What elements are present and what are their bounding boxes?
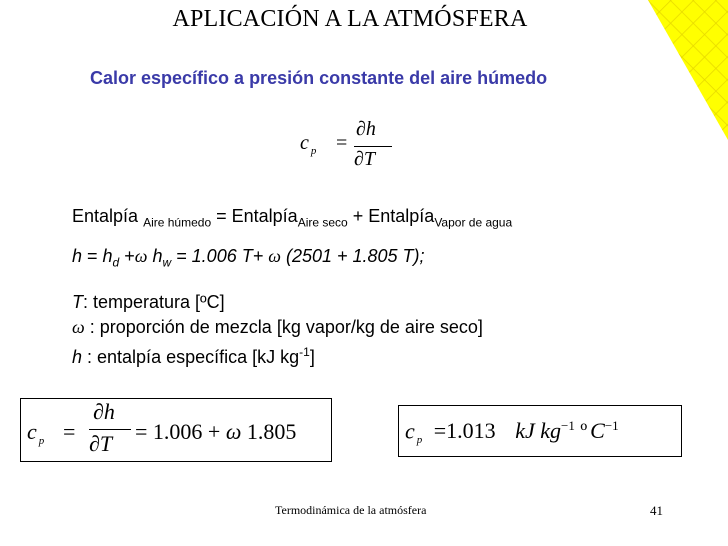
enthalpy-expression: = 1.006 T+ xyxy=(171,246,269,266)
definition-mixing-ratio xyxy=(72,315,483,340)
hd-subscript: d xyxy=(112,255,120,270)
definitions-block xyxy=(72,290,483,370)
cp-symbol: c xyxy=(405,418,415,444)
slide-subtitle: Calor específico a presión constante del aire húmedo xyxy=(90,68,548,88)
enthalpy-formula-line xyxy=(72,246,425,270)
plus-sign: + xyxy=(119,246,135,266)
t-symbol: T xyxy=(72,292,83,312)
formula-box-cp-derivative xyxy=(20,398,332,462)
sub-vapor-agua: Vapor de agua xyxy=(434,215,513,230)
hd-symbol: h xyxy=(102,246,113,266)
t-definition: : temperatura [ºC] xyxy=(83,292,225,312)
formula-cp-subscript: p xyxy=(310,145,317,157)
formula-cp-definition xyxy=(296,118,416,178)
cp-value: =1.013 xyxy=(433,418,496,444)
enthalpy-expression-tail: (2501 + 1.805 T); xyxy=(280,246,425,266)
enthalpy-sum-line xyxy=(72,206,512,230)
sub-aire-seco: Aire seco xyxy=(297,215,348,230)
cp-value-part: = 1.006 + xyxy=(135,419,226,444)
h-definition: : entalpía específica [kJ kg xyxy=(82,347,300,367)
enthalpy-word: Entalpía xyxy=(72,206,139,226)
formula-cp-symbol: c xyxy=(300,132,309,154)
equals-sign: = xyxy=(82,246,103,266)
cp-value-coefficient: 1.805 xyxy=(241,419,297,444)
plus-sign: + xyxy=(347,206,369,226)
omega-symbol: ω xyxy=(72,317,85,337)
h-definition-close: ] xyxy=(309,347,315,367)
equals-sign: = xyxy=(63,419,76,444)
h-symbol: h xyxy=(72,246,83,266)
equals-sign: = xyxy=(211,206,232,226)
hw-symbol: h xyxy=(147,246,163,266)
fraction-bar xyxy=(354,146,392,147)
degree-symbol: º xyxy=(574,418,588,444)
omega-symbol: ω xyxy=(225,419,242,444)
omega-symbol: ω xyxy=(134,246,148,266)
derivative-denominator: ∂T xyxy=(89,431,113,456)
enthalpy-word-3: Entalpía xyxy=(368,206,435,226)
hw-subscript: w xyxy=(162,255,172,270)
enthalpy-word-2: Entalpía xyxy=(231,206,298,226)
formula-denominator: ∂T xyxy=(354,148,376,170)
unit-celsius: C xyxy=(590,418,605,444)
h-unit-exponent: -1 xyxy=(299,345,310,359)
derivative-numerator: ∂h xyxy=(93,399,115,424)
decorative-corner-graphic xyxy=(648,0,728,140)
formula-equals: = xyxy=(336,132,348,154)
slide-title: APLICACIÓN A LA ATMÓSFERA xyxy=(172,6,528,32)
cp-subscript: p xyxy=(38,435,45,447)
unit-kj-kg: kJ kg xyxy=(515,418,561,444)
definition-enthalpy xyxy=(72,340,483,370)
cp-symbol: c xyxy=(27,419,37,444)
unit-exponent-1: −1 xyxy=(560,418,575,433)
cp-subscript: p xyxy=(416,434,423,447)
fraction-bar xyxy=(89,429,131,430)
unit-exponent-2: −1 xyxy=(604,418,619,433)
definition-temperature xyxy=(72,290,483,315)
omega-symbol-2: ω xyxy=(268,246,281,266)
sub-aire-humedo: Aire húmedo xyxy=(143,215,212,230)
page-number: 41 xyxy=(650,503,663,518)
formula-box-cp-value xyxy=(398,405,682,457)
h-symbol: h xyxy=(72,347,83,367)
formula-numerator: ∂h xyxy=(356,118,376,140)
footer-course-title: Termodinámica de la atmósfera xyxy=(275,503,427,517)
omega-definition: : proporción de mezcla [kg vapor/kg de aire seco] xyxy=(84,317,483,337)
